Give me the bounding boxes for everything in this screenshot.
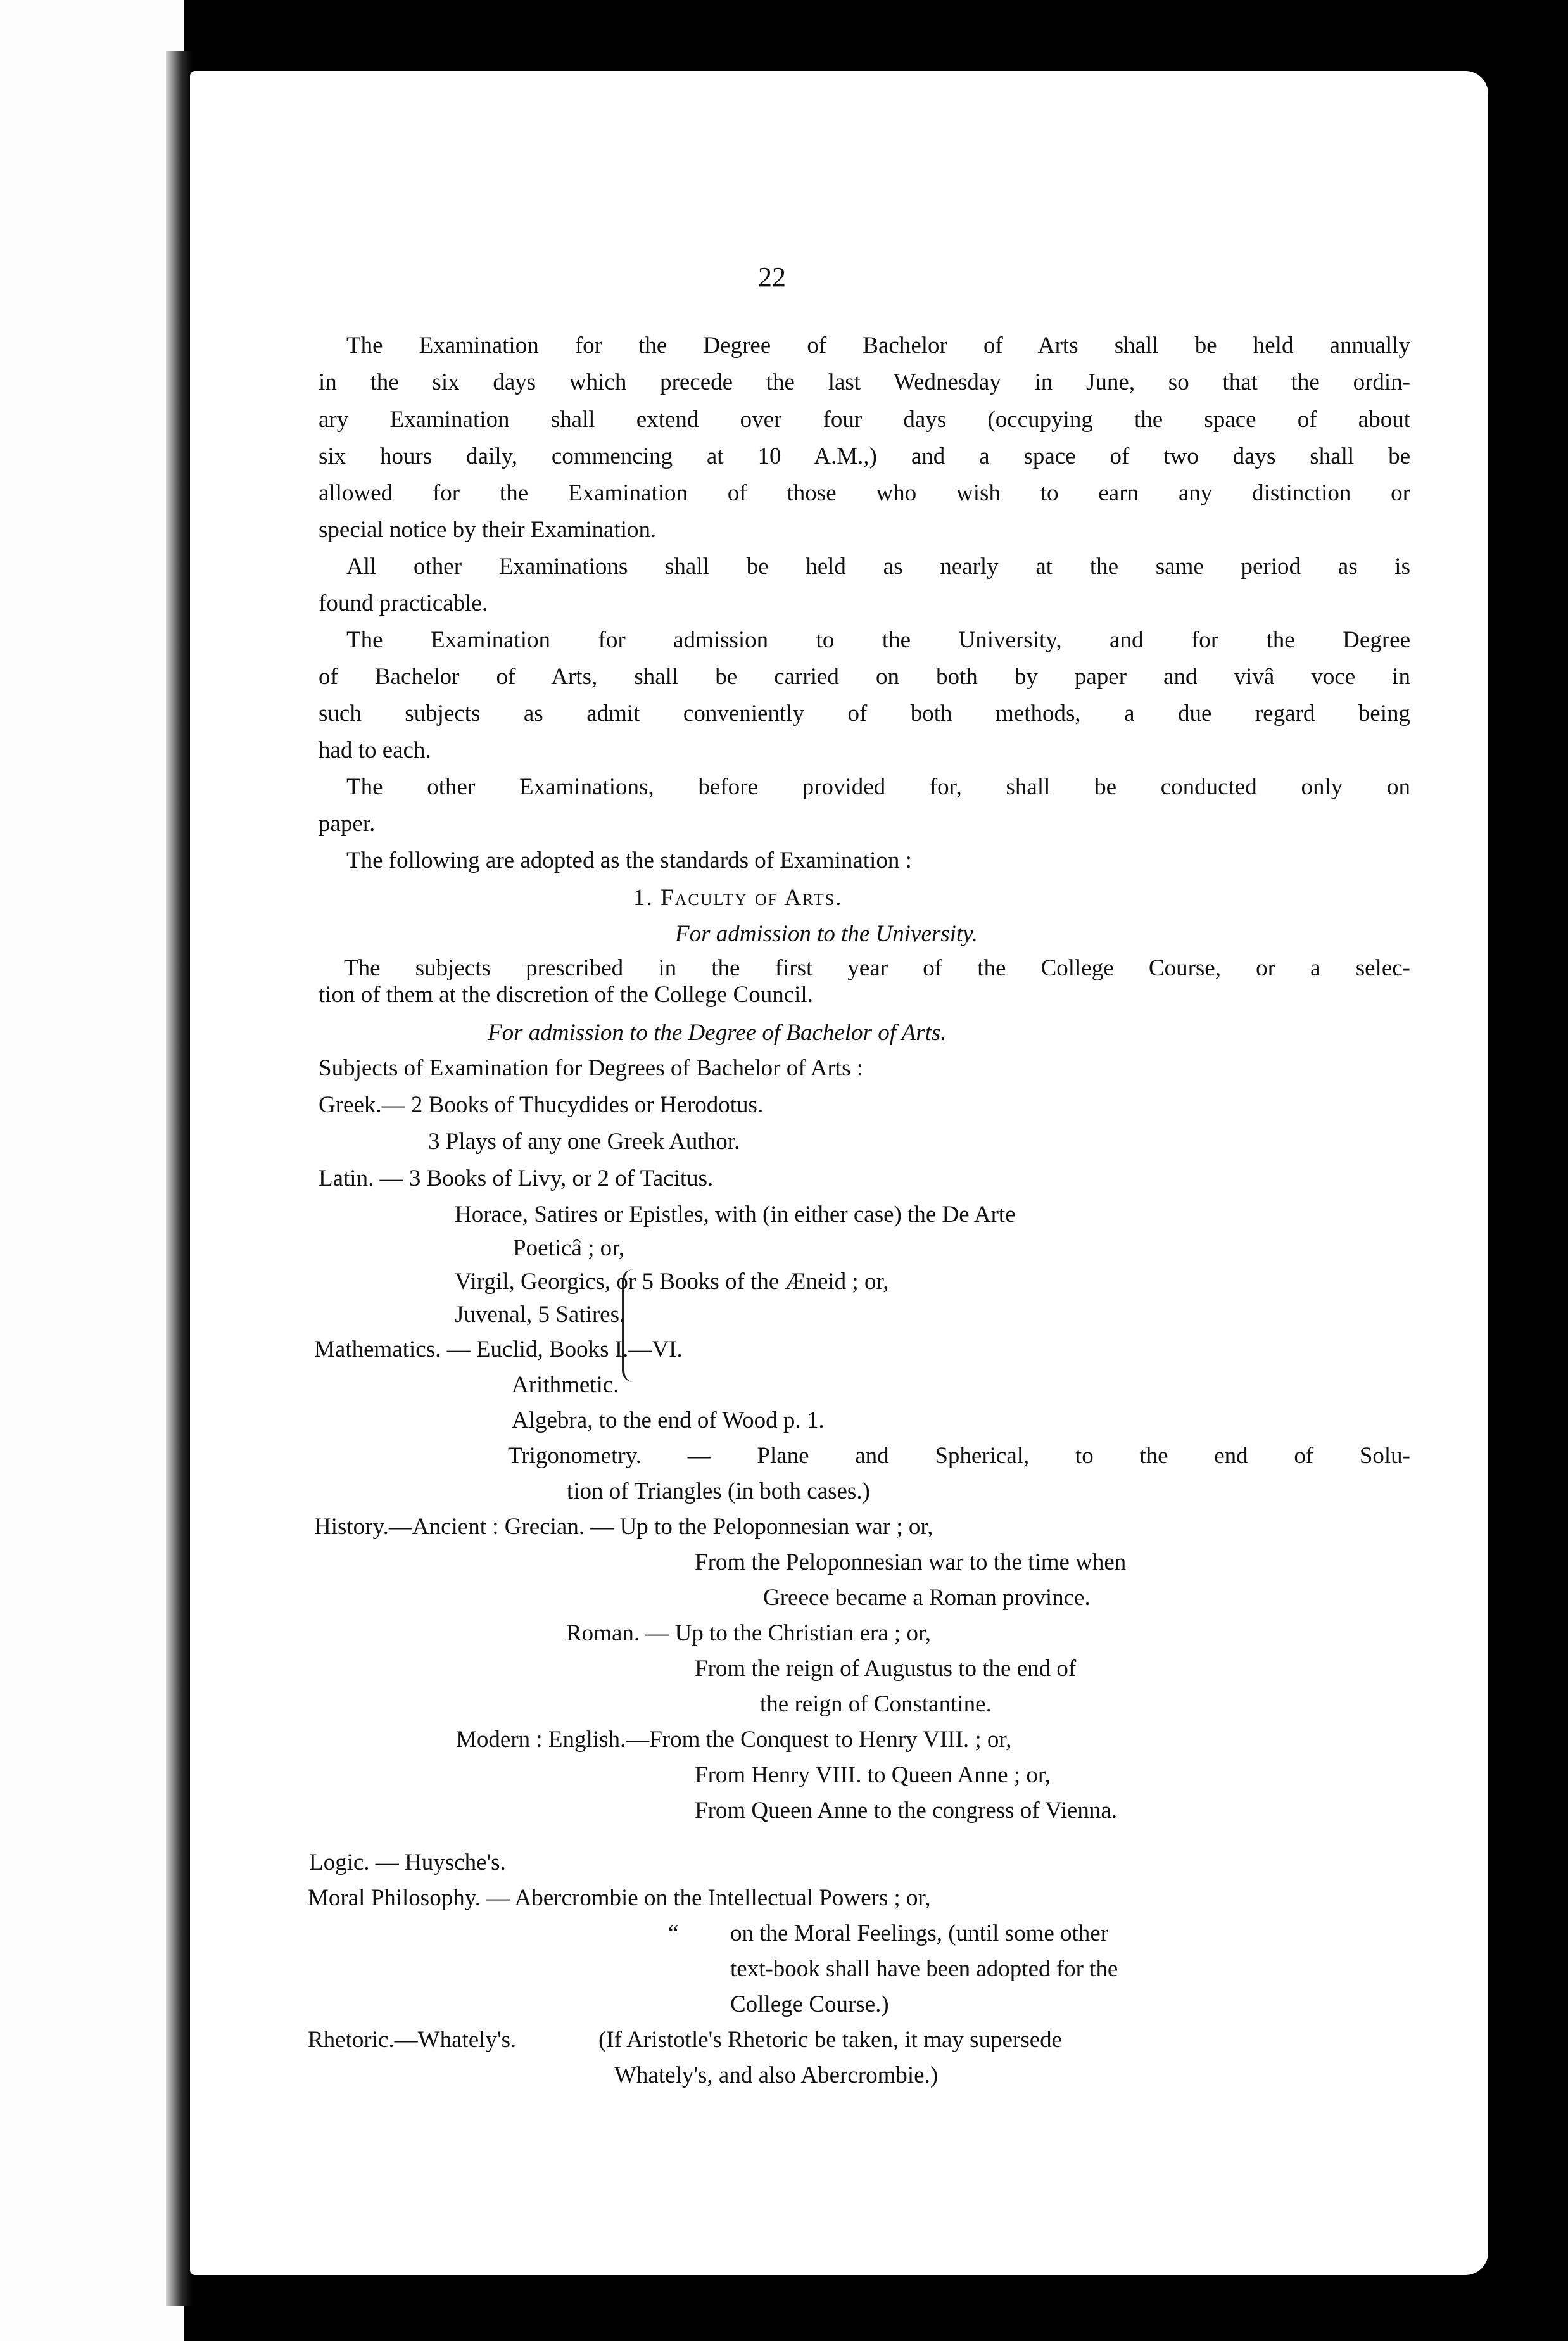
greek-line2: 3 Plays of any one Greek Author. xyxy=(428,1129,740,1155)
book-gutter xyxy=(166,51,193,2306)
para4-line1: The other Examinations, before provided for, shall be conducted only on xyxy=(346,774,1410,800)
history-line6: the reign of Constantine. xyxy=(760,1691,992,1717)
history-line3: Greece became a Roman province. xyxy=(763,1585,1091,1611)
greek-line1: Greek.— 2 Books of Thucydides or Herodotus. xyxy=(319,1092,764,1118)
rhetoric-line1: Rhetoric.—Whately's. xyxy=(308,2027,517,2053)
latin-line2: Horace, Satires or Epistles, with (in either case) the De Arte xyxy=(455,1202,1016,1228)
para4-line2: paper. xyxy=(319,811,376,837)
para5: The following are adopted as the standards of Examination : xyxy=(346,847,912,873)
subjects-intro: Subjects of Examination for Degrees of Bachelor of Arts : xyxy=(319,1055,864,1081)
para3-line3: such subjects as admit conveniently of both methods, a due regard being xyxy=(319,701,1410,726)
moral-line4: College Course.) xyxy=(730,1991,889,2017)
rhetoric-line3: Whately's, and also Abercrombie.) xyxy=(614,2062,939,2088)
admission-text-line1: The subjects prescribed in the first year of the College Course, or a selec- xyxy=(344,955,1410,981)
history-line7: Modern : English.—From the Conquest to Henry VIII. ; or, xyxy=(456,1727,1012,1753)
moral-line2: on the Moral Feelings, (until some other xyxy=(730,1920,1109,1946)
history-line1: History.—Ancient : Grecian. — Up to the Peloponnesian war ; or, xyxy=(314,1514,933,1540)
history-line9: From Queen Anne to the congress of Vienna. xyxy=(695,1798,1118,1824)
admission-heading: For admission to the University. xyxy=(675,921,978,947)
ba-heading: For admission to the Degree of Bachelor of Arts. xyxy=(488,1020,947,1046)
para1-line3: ary Examination shall extend over four days (occupying the space of about xyxy=(319,407,1410,433)
moral-line1: Moral Philosophy. — Abercrombie on the Intellectual Powers ; or, xyxy=(308,1885,931,1911)
mathematics-line4: Trigonometry. — Plane and Spherical, to the end of Solu- xyxy=(508,1443,1410,1469)
para2-line1: All other Examinations shall be held as nearly at the same period as is xyxy=(346,554,1410,580)
mathematics-line2: Arithmetic. xyxy=(512,1372,619,1398)
history-line2: From the Peloponnesian war to the time when xyxy=(695,1549,1127,1575)
history-line8: From Henry VIII. to Queen Anne ; or, xyxy=(695,1762,1051,1788)
facing-page-edge xyxy=(0,0,184,2341)
mathematics-line1: Mathematics. — Euclid, Books I.—VI. xyxy=(314,1336,683,1362)
history-line4: Roman. — Up to the Christian era ; or, xyxy=(566,1620,932,1646)
para2-line2: found practicable. xyxy=(319,590,488,616)
para3-line2: of Bachelor of Arts, shall be carried on both by paper and vivâ voce in xyxy=(319,664,1410,690)
moral-ditto: “ xyxy=(668,1920,679,1946)
mathematics-line3: Algebra, to the end of Wood p. 1. xyxy=(512,1407,825,1433)
book-page xyxy=(190,71,1488,2275)
para1-line2: in the six days which precede the last Wednesday in June, so that the ordin- xyxy=(319,369,1410,395)
moral-line3: text-book shall have been adopted for the xyxy=(730,1956,1118,1982)
para1-line5: allowed for the Examination of those who wish to earn any distinction or xyxy=(319,480,1410,506)
para3-line4: had to each. xyxy=(319,737,431,763)
latin-line5: Juvenal, 5 Satires. xyxy=(455,1302,626,1328)
history-line5: From the reign of Augustus to the end of xyxy=(695,1656,1077,1682)
rhetoric-line2: (If Aristotle's Rhetoric be taken, it may supersede xyxy=(598,2027,1063,2053)
latin-line1: Latin. — 3 Books of Livy, or 2 of Tacitus. xyxy=(319,1165,714,1191)
admission-text-line2: tion of them at the discretion of the College Council. xyxy=(319,982,813,1008)
para1-line1: The Examination for the Degree of Bachelor of Arts shall be held annually xyxy=(346,333,1410,358)
para1-line6: special notice by their Examination. xyxy=(319,517,657,543)
para3-line1: The Examination for admission to the University, and for the Degree xyxy=(346,627,1410,653)
section-heading: 1. Faculty of Arts. xyxy=(633,885,843,911)
page-number: 22 xyxy=(758,262,786,293)
mathematics-line5: tion of Triangles (in both cases.) xyxy=(567,1478,870,1504)
latin-line4: Virgil, Georgics, or 5 Books of the Æneid ; or, xyxy=(455,1269,889,1295)
logic-line: Logic. — Huysche's. xyxy=(309,1849,506,1875)
para1-line4: six hours daily, commencing at 10 A.M.,) and a space of two days shall be xyxy=(319,443,1410,469)
latin-line3: Poeticâ ; or, xyxy=(513,1235,625,1261)
